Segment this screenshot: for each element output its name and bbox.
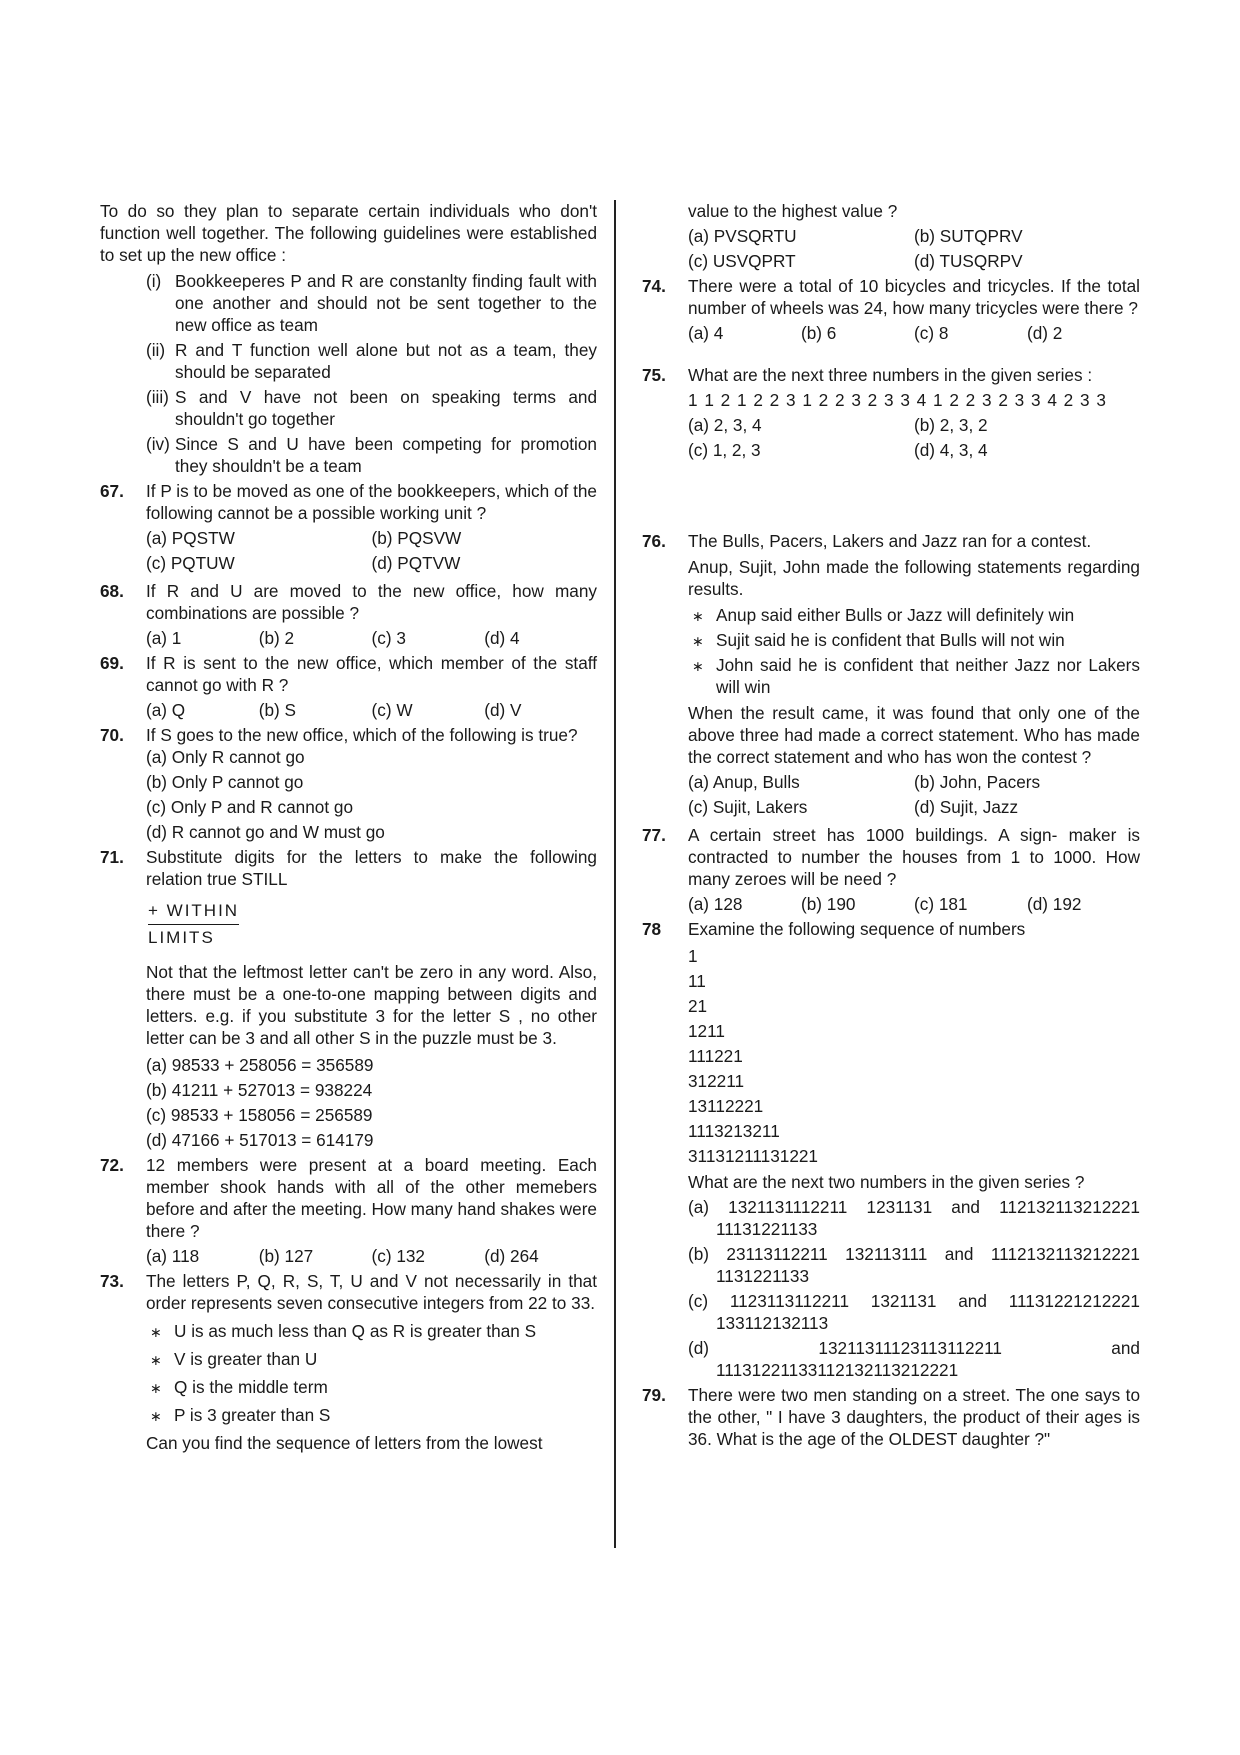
puzzle-top: + WITHIN bbox=[148, 900, 239, 925]
question-69 bbox=[100, 652, 597, 721]
list-item: ∗ U is as much less than Q as R is greater than S bbox=[150, 1321, 537, 1341]
options bbox=[146, 627, 597, 649]
question-73 bbox=[100, 1270, 597, 1454]
question-text: A certain street has 1000 buildings. A sign- maker is contracted to number the houses from 1 to 1000. How many zeroes will be need ? bbox=[688, 825, 1140, 889]
question-79 bbox=[642, 1384, 1140, 1450]
option-b: (b) John, Pacers bbox=[914, 772, 1041, 792]
question-text: If P is to be moved as one of the bookkeepers, which of the following cannot be a possible working unit ? bbox=[146, 481, 597, 523]
question-text: What are the next three numbers in the given series : bbox=[688, 365, 1093, 385]
option-d: (d) 192 bbox=[1027, 894, 1082, 914]
sequence-item: 1211 bbox=[688, 1021, 725, 1041]
option-a: (a) 2, 3, 4 bbox=[688, 415, 762, 435]
option-a: (a) PQSTW bbox=[146, 528, 235, 548]
sequence-item: 13112221 bbox=[688, 1096, 764, 1116]
question-67 bbox=[100, 480, 597, 577]
option-c: (c) 98533 + 158056 = 256589 bbox=[146, 1105, 373, 1125]
intro-paragraph: To do so they plan to separate certain individuals who don't function well together. The following guidelines were established to set up the new office : bbox=[100, 201, 597, 265]
continued-text: value to the highest value ? bbox=[688, 201, 898, 221]
question-text: If S goes to the new office, which of the following is true? bbox=[146, 725, 578, 745]
sequence-item: 11 bbox=[688, 971, 706, 991]
list-item: ∗ V is greater than U bbox=[150, 1349, 318, 1369]
option-a: (a) Q bbox=[146, 700, 186, 720]
option-d: (d) 4, 3, 4 bbox=[914, 440, 988, 460]
option-c: (c) USVQPRT bbox=[688, 251, 796, 271]
option-b: (b) 190 bbox=[801, 894, 856, 914]
option-c: (c) 1123113112211 1321131 and 11131221212221 133112132113 bbox=[688, 1291, 1140, 1333]
option-a: (a) 128 bbox=[688, 894, 743, 914]
option-c: (c) Sujit, Lakers bbox=[688, 797, 808, 817]
option-c: (c) W bbox=[371, 700, 413, 720]
option-d: (d) V bbox=[484, 700, 522, 720]
list-item: ∗ Sujit said he is confident that Bulls will not win bbox=[692, 630, 1065, 650]
puzzle-note: Not that the leftmost letter can't be zero in any word. Also, there must be a one-to-one mapping between digits and letters. e.g. if you substitute 3 for the letter S , no other letter can be 3 and all other S in the puzzle must be 3. bbox=[146, 962, 597, 1048]
sequence-item: 312211 bbox=[688, 1071, 745, 1091]
option-a: (a) PVSQRTU bbox=[688, 226, 797, 246]
question-text: The letters P, Q, R, S, T, U and V not necessarily in that order represents seven consecutive integers from 22 to 33. bbox=[146, 1271, 597, 1313]
question-number: 79. bbox=[642, 1385, 666, 1405]
options bbox=[146, 1245, 597, 1267]
option-d: (d) 47166 + 517013 = 614179 bbox=[146, 1130, 374, 1150]
question-74 bbox=[642, 275, 1140, 344]
list-item: ∗ Q is the middle term bbox=[150, 1377, 328, 1397]
question-number: 70. bbox=[100, 725, 124, 745]
question-76 bbox=[642, 530, 1140, 821]
list-item: ∗ Anup said either Bulls or Jazz will definitely win bbox=[692, 605, 1075, 625]
option-d: (d) PQTVW bbox=[371, 553, 461, 573]
option-a: (a) Anup, Bulls bbox=[688, 772, 800, 792]
option-a: (a) 1321131112211 1231131 and 112132113212221 11131221133 bbox=[688, 1197, 1140, 1239]
question-text: Substitute digits for the letters to make the following relation true STILL bbox=[146, 847, 597, 889]
condition-list bbox=[146, 1320, 597, 1426]
question-text: There were a total of 10 bicycles and tricycles. If the total number of wheels was 24, how many tricycles were there ? bbox=[688, 276, 1140, 318]
guideline-item: (i) Bookkeeperes P and R are constanlty finding fault with one another and should not be sent together to the new office as team bbox=[146, 271, 597, 335]
asterisk-icon: ∗ bbox=[150, 1408, 162, 1424]
option-b: (b) 2 bbox=[258, 628, 295, 648]
guideline-item: (iv) Since S and U have been competing for promotion they shouldn't be a team bbox=[146, 434, 597, 476]
question-77 bbox=[642, 824, 1140, 915]
option-b: (b) Only P cannot go bbox=[146, 772, 304, 792]
asterisk-icon: ∗ bbox=[692, 608, 704, 624]
asterisk-icon: ∗ bbox=[150, 1380, 162, 1396]
option-d: (d) 264 bbox=[484, 1246, 539, 1266]
question-75 bbox=[642, 364, 1140, 464]
question-68 bbox=[100, 580, 597, 649]
question-70 bbox=[100, 724, 597, 843]
option-a: (a) 118 bbox=[146, 1246, 200, 1266]
option-c: (c) 1, 2, 3 bbox=[688, 440, 761, 460]
option-d: (d) Sujit, Jazz bbox=[914, 797, 1019, 817]
option-c: (c) 132 bbox=[371, 1246, 425, 1266]
question-subtext: What are the next two numbers in the given series ? bbox=[688, 1172, 1085, 1192]
asterisk-icon: ∗ bbox=[150, 1352, 162, 1368]
option-d: (d) 4 bbox=[484, 628, 520, 648]
question-text: There were two men standing on a street. The one says to the other, " I have 3 daughters, the product of their ages is 36. What is the age of the OLDEST daughter ?" bbox=[688, 1385, 1140, 1449]
question-number: 69. bbox=[100, 653, 124, 673]
question-number: 75. bbox=[642, 365, 666, 385]
options bbox=[146, 699, 597, 721]
options bbox=[688, 322, 1140, 344]
option-b: (b) 41211 + 527013 = 938224 bbox=[146, 1080, 373, 1100]
sequence-item: 21 bbox=[688, 996, 708, 1016]
question-number: 71. bbox=[100, 847, 124, 867]
guideline-item: (ii) R and T function well alone but not as a team, they should be separated bbox=[146, 340, 597, 382]
option-a: (a) 4 bbox=[688, 323, 724, 343]
statement-list bbox=[688, 604, 1140, 698]
option-c: (c) Only P and R cannot go bbox=[146, 797, 353, 817]
asterisk-icon: ∗ bbox=[692, 633, 704, 649]
option-a: (a) 98533 + 258056 = 356589 bbox=[146, 1055, 374, 1075]
asterisk-icon: ∗ bbox=[150, 1324, 162, 1340]
option-b: (b) 6 bbox=[801, 323, 837, 343]
question-text: If R is sent to the new office, which member of the staff cannot go with R ? bbox=[146, 653, 597, 695]
options bbox=[688, 893, 1140, 915]
left-column bbox=[100, 200, 597, 1457]
list-item: ∗ P is 3 greater than S bbox=[150, 1405, 331, 1425]
option-d: (d) 2 bbox=[1027, 323, 1063, 343]
guidelines-list bbox=[100, 270, 597, 477]
option-d: (d) TUSQRPV bbox=[914, 251, 1023, 271]
number-sequence bbox=[688, 944, 1140, 1169]
options bbox=[688, 771, 1140, 821]
list-item: ∗ John said he is confident that neither Jazz nor Lakers will win bbox=[692, 655, 1140, 697]
guideline-item: (iii) S and V have not been on speaking terms and shouldn't go together bbox=[146, 387, 597, 429]
sequence-item: 1 bbox=[688, 946, 698, 966]
option-d: (d) 13211311123113112211 and 11131221133112132113212221 bbox=[688, 1338, 1140, 1380]
options bbox=[688, 1196, 1140, 1381]
question-text-2: Anup, Sujit, John made the following statements regarding results. bbox=[688, 557, 1140, 599]
addition-puzzle bbox=[148, 900, 597, 949]
option-a: (a) 1 bbox=[146, 628, 182, 648]
question-text-3: When the result came, it was found that only one of the above three had made a correct statement. Who has made the correct statement and who has won the contest ? bbox=[688, 703, 1140, 767]
question-number: 67. bbox=[100, 481, 124, 501]
option-b: (b) S bbox=[258, 700, 296, 720]
option-b: (b) 127 bbox=[258, 1246, 314, 1266]
question-number: 74. bbox=[642, 276, 666, 296]
options bbox=[146, 746, 597, 843]
question-text: The Bulls, Pacers, Lakers and Jazz ran for a contest. bbox=[688, 531, 1092, 551]
question-number: 72. bbox=[100, 1155, 124, 1175]
question-number: 73. bbox=[100, 1271, 124, 1291]
sequence-item: 1113213211 bbox=[688, 1121, 780, 1141]
question-72 bbox=[100, 1154, 597, 1267]
option-b: (b) 23113112211 132113111 and 1112132113212221 1131221133 bbox=[688, 1244, 1140, 1286]
question-number: 68. bbox=[100, 581, 124, 601]
option-c: (c) PQTUW bbox=[146, 553, 235, 573]
options bbox=[688, 225, 1140, 275]
option-b: (b) SUTQPRV bbox=[914, 226, 1023, 246]
right-column bbox=[642, 200, 1140, 1453]
question-number: 78 bbox=[642, 919, 662, 939]
asterisk-icon: ∗ bbox=[692, 658, 704, 674]
options bbox=[146, 527, 597, 577]
column-divider bbox=[614, 200, 616, 1548]
option-c: (c) 3 bbox=[371, 628, 406, 648]
number-series: 1 1 2 1 2 2 3 1 2 2 3 2 3 3 4 1 2 2 3 2 3 3 4 2 3 3 bbox=[688, 390, 1107, 410]
option-d: (d) R cannot go and W must go bbox=[146, 822, 385, 842]
option-b: (b) PQSVW bbox=[371, 528, 462, 548]
options bbox=[146, 1054, 597, 1151]
question-number: 77. bbox=[642, 825, 666, 845]
question-text: 12 members were present at a board meeting. Each member shook hands with all of the other memebers before and after the meeting. How many hand shakes were there ? bbox=[146, 1155, 597, 1241]
option-c: (c) 181 bbox=[914, 894, 968, 914]
question-71 bbox=[100, 846, 597, 1151]
question-number: 76. bbox=[642, 531, 666, 551]
option-c: (c) 8 bbox=[914, 323, 949, 343]
question-text: If R and U are moved to the new office, how many combinations are possible ? bbox=[146, 581, 597, 623]
options bbox=[688, 414, 1140, 464]
option-a: (a) Only R cannot go bbox=[146, 747, 305, 767]
question-tail: Can you find the sequence of letters from the lowest bbox=[146, 1433, 543, 1453]
sequence-item: 31131211131221 bbox=[688, 1146, 818, 1166]
sequence-item: 111221 bbox=[688, 1046, 743, 1066]
puzzle-bottom: LIMITS bbox=[148, 928, 215, 947]
question-73-continued bbox=[642, 200, 1140, 275]
option-b: (b) 2, 3, 2 bbox=[914, 415, 988, 435]
question-text: Examine the following sequence of numbers bbox=[688, 919, 1026, 939]
question-78 bbox=[642, 918, 1140, 1381]
